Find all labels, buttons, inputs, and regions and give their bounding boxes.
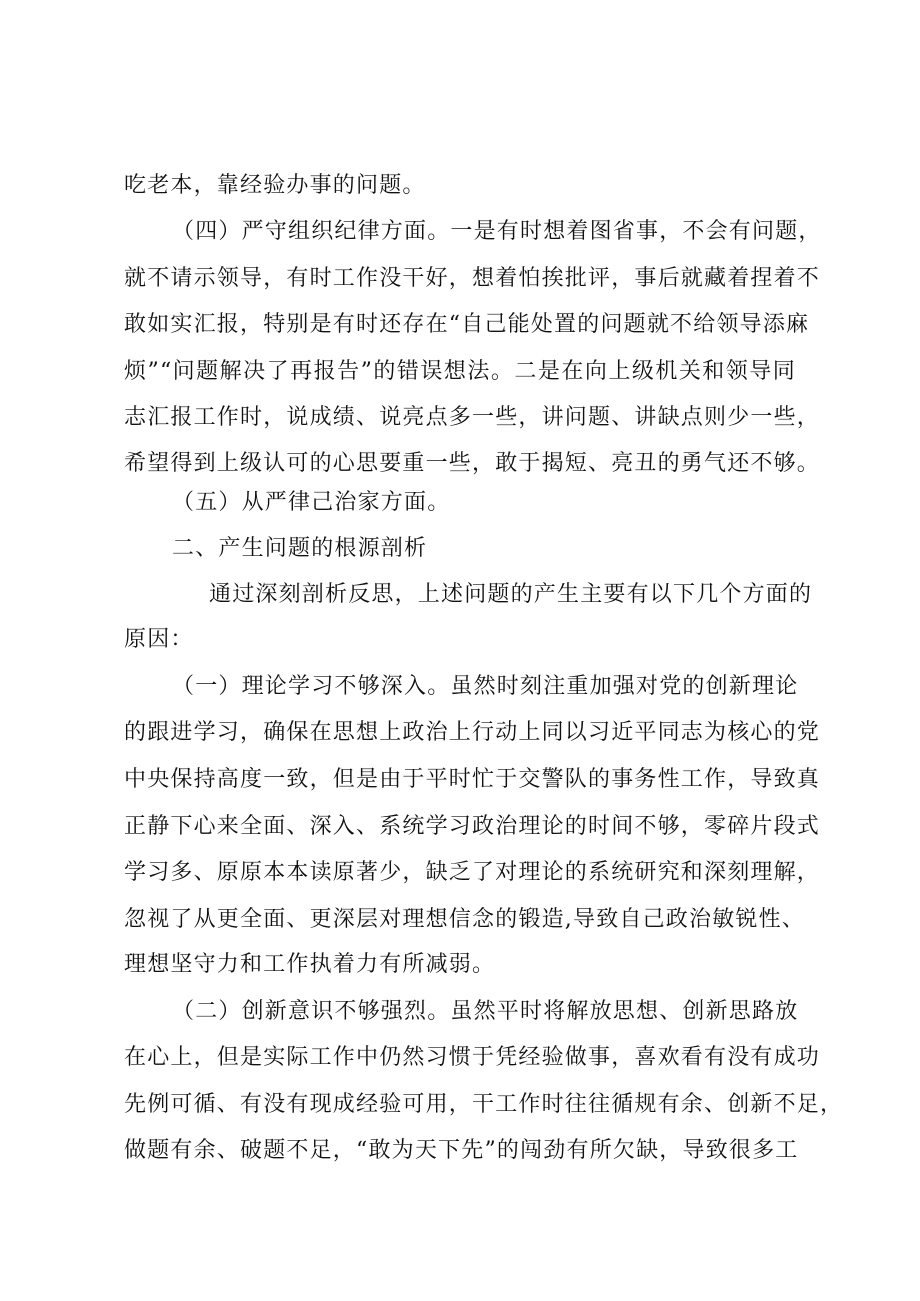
text-line: 原因： bbox=[124, 627, 194, 652]
text-line: 就不请示领导，有时工作没干好，想着怕挨批评，事后就藏着捏着不 bbox=[124, 266, 821, 291]
section-heading: 二、产生问题的根源剖析 bbox=[172, 536, 428, 561]
text-line: 敢如实汇报，特别是有时还存在“自己能处置的问题就不给领导添麻 bbox=[124, 312, 810, 337]
text-line: 志汇报工作时，说成绩、说亮点多一些，讲问题、讲缺点则少一些， bbox=[124, 405, 821, 430]
text-line: 通过深刻剖析反思，上述问题的产生主要有以下几个方面的 bbox=[209, 582, 813, 607]
text-line: 学习多、原原本本读原著少，缺乏了对理论的系统研究和深刻理解， bbox=[124, 860, 821, 885]
text-line: 理想坚守力和工作执着力有所减弱。 bbox=[124, 952, 496, 977]
text-line: 忽视了从更全面、更深层对理想信念的锻造,导致自己政治敏锐性、 bbox=[124, 907, 805, 932]
text-line: 烦”“问题解决了再报告”的错误想法。二是在向上级机关和领导同 bbox=[124, 359, 796, 384]
text-line: 希望得到上级认可的心思要重一些，敢于揭短、亮丑的勇气还不够。 bbox=[124, 451, 821, 476]
text-line: （四）严守组织纪律方面。一是有时想着图省事，不会有问题， bbox=[172, 219, 822, 244]
text-line: （五）从严律己治家方面。 bbox=[172, 490, 451, 515]
text-line: 先例可循、有没有现成经验可用，干工作时往往循规有余、创新不足， bbox=[124, 1092, 844, 1117]
text-line: 中央保持高度一致，但是由于平时忙于交警队的事务性工作，导致真 bbox=[124, 767, 821, 792]
text-line: （一）理论学习不够深入。虽然时刻注重加强对党的创新理论 bbox=[172, 674, 799, 699]
text-line: 的跟进学习，确保在思想上政治上行动上同以习近平同志为核心的党 bbox=[124, 720, 821, 745]
text-line: 正静下心来全面、深入、系统学习政治理论的时间不够，零碎片段式 bbox=[124, 814, 821, 839]
text-line: 吃老本，靠经验办事的问题。 bbox=[124, 173, 426, 198]
text-line: 做题有余、破题不足，“敢为天下先”的闯劲有所欠缺，导致很多工 bbox=[124, 1138, 799, 1163]
text-line: （二）创新意识不够强烈。虽然平时将解放思想、创新思路放 bbox=[172, 999, 799, 1024]
text-line: 在心上，但是实际工作中仍然习惯于凭经验做事，喜欢看有没有成功 bbox=[124, 1045, 821, 1070]
